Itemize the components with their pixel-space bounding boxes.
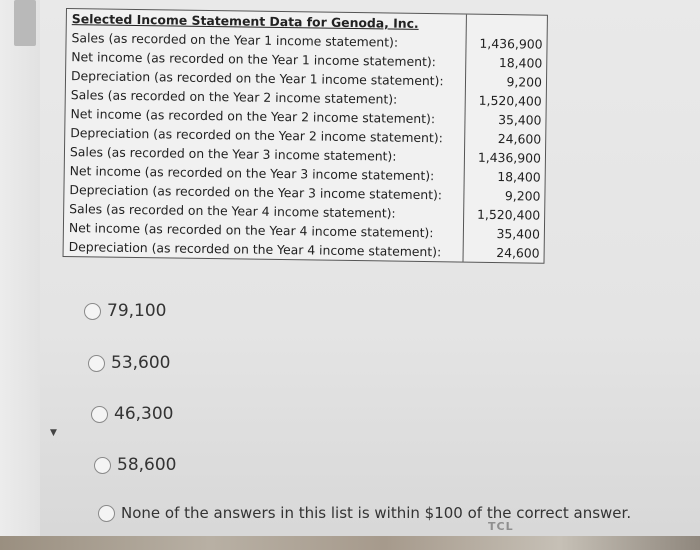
- row-label: Depreciation (as recorded on the Year 3 income statement):: [69, 182, 443, 203]
- answer-option-3[interactable]: [91, 404, 173, 424]
- answer-option-5[interactable]: [98, 504, 631, 522]
- table-title: Selected Income Statement Data for Genoda, Inc.: [71, 11, 419, 31]
- radio-button-icon[interactable]: [98, 505, 115, 522]
- row-label: Sales (as recorded on the Year 1 income statement):: [71, 30, 399, 50]
- label-column: [64, 9, 467, 262]
- row-value: 1,436,900: [477, 149, 542, 166]
- row-label: Sales (as recorded on the Year 2 income statement):: [70, 87, 398, 107]
- radio-button-icon[interactable]: [84, 303, 101, 320]
- monitor-bezel: [0, 536, 700, 550]
- row-value: 35,400: [498, 112, 542, 128]
- row-label: Net income (as recorded on the Year 4 income statement):: [68, 220, 434, 241]
- row-label: Depreciation (as recorded on the Year 4 income statement):: [68, 239, 442, 260]
- answer-option-2[interactable]: [88, 353, 170, 373]
- answer-option-label: 58,600: [117, 455, 177, 475]
- row-value: 18,400: [498, 55, 543, 71]
- row-value: 18,400: [497, 169, 541, 185]
- row-value: 24,600: [497, 131, 542, 147]
- row-label: Sales (as recorded on the Year 4 income statement):: [69, 201, 396, 221]
- row-value: 35,400: [496, 226, 540, 242]
- row-label: Net income (as recorded on the Year 2 income statement):: [70, 106, 436, 127]
- row-value: 24,600: [496, 245, 540, 261]
- row-value: 9,200: [504, 188, 541, 204]
- row-value: 1,436,900: [479, 35, 543, 52]
- row-value: 1,520,400: [476, 206, 541, 223]
- radio-button-icon[interactable]: [91, 406, 108, 423]
- left-panel: [0, 0, 40, 550]
- income-statement-table: [63, 8, 548, 264]
- monitor-brand: TCL: [488, 520, 514, 533]
- chevron-down-icon[interactable]: ▼: [50, 428, 57, 438]
- answer-option-label: None of the answers in this list is within $100 of the correct answer.: [121, 504, 632, 522]
- answer-option-1[interactable]: [84, 301, 166, 321]
- row-value: 1,520,400: [478, 92, 542, 109]
- title-spacer: [467, 15, 547, 35]
- answer-option-label: 53,600: [111, 353, 171, 373]
- answer-option-label: 46,300: [114, 404, 174, 424]
- answer-option-label: 79,100: [107, 301, 167, 321]
- radio-button-icon[interactable]: [94, 457, 111, 474]
- row-label: Sales (as recorded on the Year 3 income statement):: [69, 144, 397, 164]
- answer-option-4[interactable]: [94, 455, 176, 475]
- row-value: 9,200: [506, 74, 543, 90]
- row-label: Depreciation (as recorded on the Year 1 income statement):: [70, 68, 444, 89]
- row-label: Depreciation (as recorded on the Year 2 income statement):: [70, 125, 443, 146]
- value-column: [463, 15, 546, 263]
- row-label: Net income (as recorded on the Year 1 income statement):: [71, 49, 437, 70]
- scrollbar-thumb[interactable]: [14, 0, 36, 46]
- radio-button-icon[interactable]: [88, 355, 105, 372]
- row-label: Net income (as recorded on the Year 3 income statement):: [69, 163, 435, 184]
